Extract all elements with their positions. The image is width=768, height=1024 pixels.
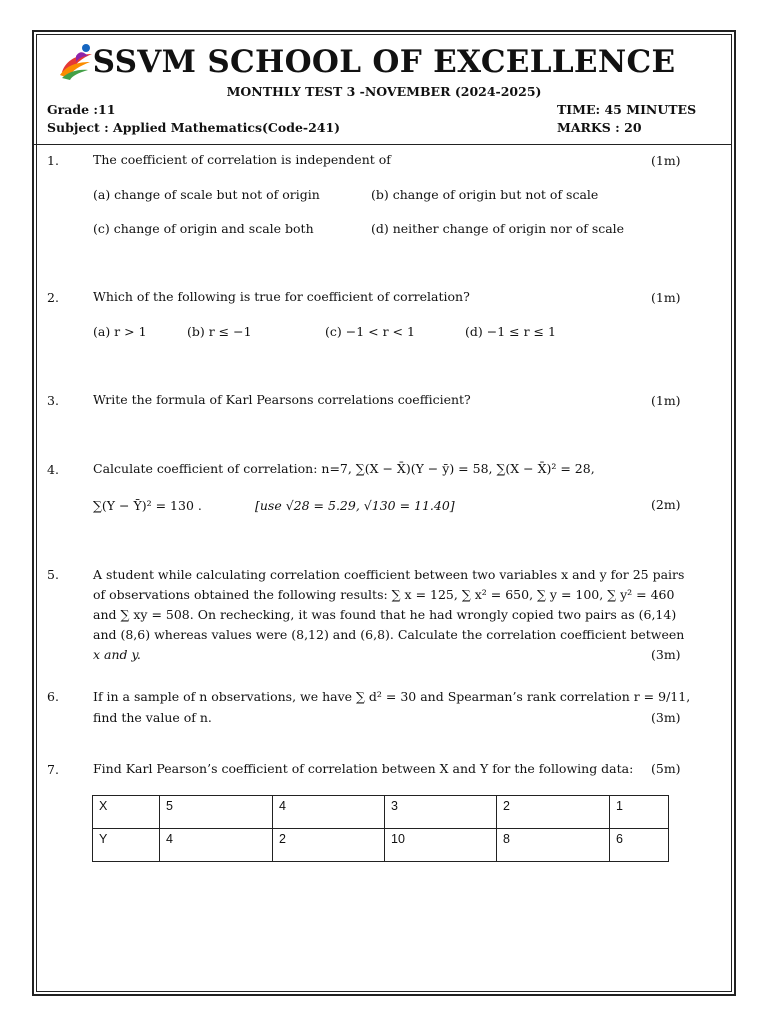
question-number: 4. (47, 462, 59, 477)
table-cell: 6 (610, 829, 669, 862)
time-label: TIME: 45 MINUTES (557, 102, 697, 117)
table-cell: 8 (497, 829, 610, 862)
question-text: The coefficient of correlation is independent of (93, 152, 391, 167)
table-cell: X (93, 796, 160, 829)
question-text-line-1: If in a sample of n observations, we have ∑ d² = 30 and Spearman’s rank correlation r = 9/11, (93, 689, 691, 704)
marks-label: MARKS : 20 (557, 120, 642, 135)
question-text-line-1: Calculate coefficient of correlation: n=7, ∑(X − X̄)(Y − ȳ) = 58, ∑(X − X̄)² = 28, (93, 461, 595, 476)
question-text-line-2: of observations obtained the following results: ∑ x = 125, ∑ x² = 650, ∑ y = 100, ∑ y² = 460 (93, 587, 675, 602)
data-table (92, 795, 669, 862)
question-text-line-5: x and y. (93, 647, 141, 662)
table-cell: 10 (385, 829, 497, 862)
table-cell: 4 (160, 829, 273, 862)
question-text: Find Karl Pearson’s coefficient of correlation between X and Y for the following data: (93, 761, 634, 776)
table-cell: 2 (497, 796, 610, 829)
question-text-line-4: and (8,6) whereas values were (8,12) and (6,8). Calculate the correlation coefficient between (93, 627, 685, 642)
question-marks: (1m) (651, 153, 681, 168)
table-row (93, 829, 669, 862)
grade-label: Grade :11 (47, 102, 116, 117)
question-marks: (3m) (651, 647, 681, 662)
header-divider (34, 144, 732, 145)
option-d: (d) −1 ≤ r ≤ 1 (465, 324, 556, 339)
question-marks: (1m) (651, 290, 681, 305)
question-number: 3. (47, 393, 59, 408)
question-marks: (2m) (651, 497, 681, 512)
test-title: MONTHLY TEST 3 -NOVEMBER (2024-2025) (226, 84, 542, 99)
question-number: 1. (47, 153, 59, 168)
table-cell: 1 (610, 796, 669, 829)
question-hint: [use √28 = 5.29, √130 = 11.40] (255, 498, 455, 513)
table-cell: 2 (273, 829, 385, 862)
question-number: 2. (47, 290, 59, 305)
question-number: 7. (47, 762, 59, 777)
school-name: SSVM SCHOOL OF EXCELLENCE (92, 44, 676, 80)
option-a: (a) change of scale but not of origin (93, 187, 320, 202)
table-cell: 4 (273, 796, 385, 829)
question-number: 6. (47, 689, 59, 704)
option-d: (d) neither change of origin nor of scale (371, 221, 625, 236)
question-text-line-3: and ∑ xy = 508. On rechecking, it was found that he had wrongly copied two pairs as (6,14) (93, 607, 677, 622)
question-text-line-2: ∑(Y − Ȳ)² = 130 . (93, 498, 202, 513)
question-marks: (5m) (651, 761, 681, 776)
table-cell: 5 (160, 796, 273, 829)
option-b: (b) change of origin but not of scale (371, 187, 599, 202)
table-cell: 3 (385, 796, 497, 829)
question-marks: (1m) (651, 393, 681, 408)
question-marks: (3m) (651, 710, 681, 725)
subject-label: Subject : Applied Mathematics(Code-241) (47, 120, 341, 135)
table-cell: Y (93, 829, 160, 862)
question-text: Which of the following is true for coefficient of correlation? (93, 289, 470, 304)
option-c: (c) change of origin and scale both (93, 221, 314, 236)
question-text-line-1: A student while calculating correlation coefficient between two variables x and y for 25 pairs (93, 567, 685, 582)
option-b: (b) r ≤ −1 (187, 324, 252, 339)
question-number: 5. (47, 567, 59, 582)
question-text-line-2: find the value of n. (93, 710, 212, 725)
question-text: Write the formula of Karl Pearsons correlations coefficient? (93, 392, 471, 407)
option-c: (c) −1 < r < 1 (325, 324, 415, 339)
option-a: (a) r > 1 (93, 324, 147, 339)
table-row (93, 796, 669, 829)
